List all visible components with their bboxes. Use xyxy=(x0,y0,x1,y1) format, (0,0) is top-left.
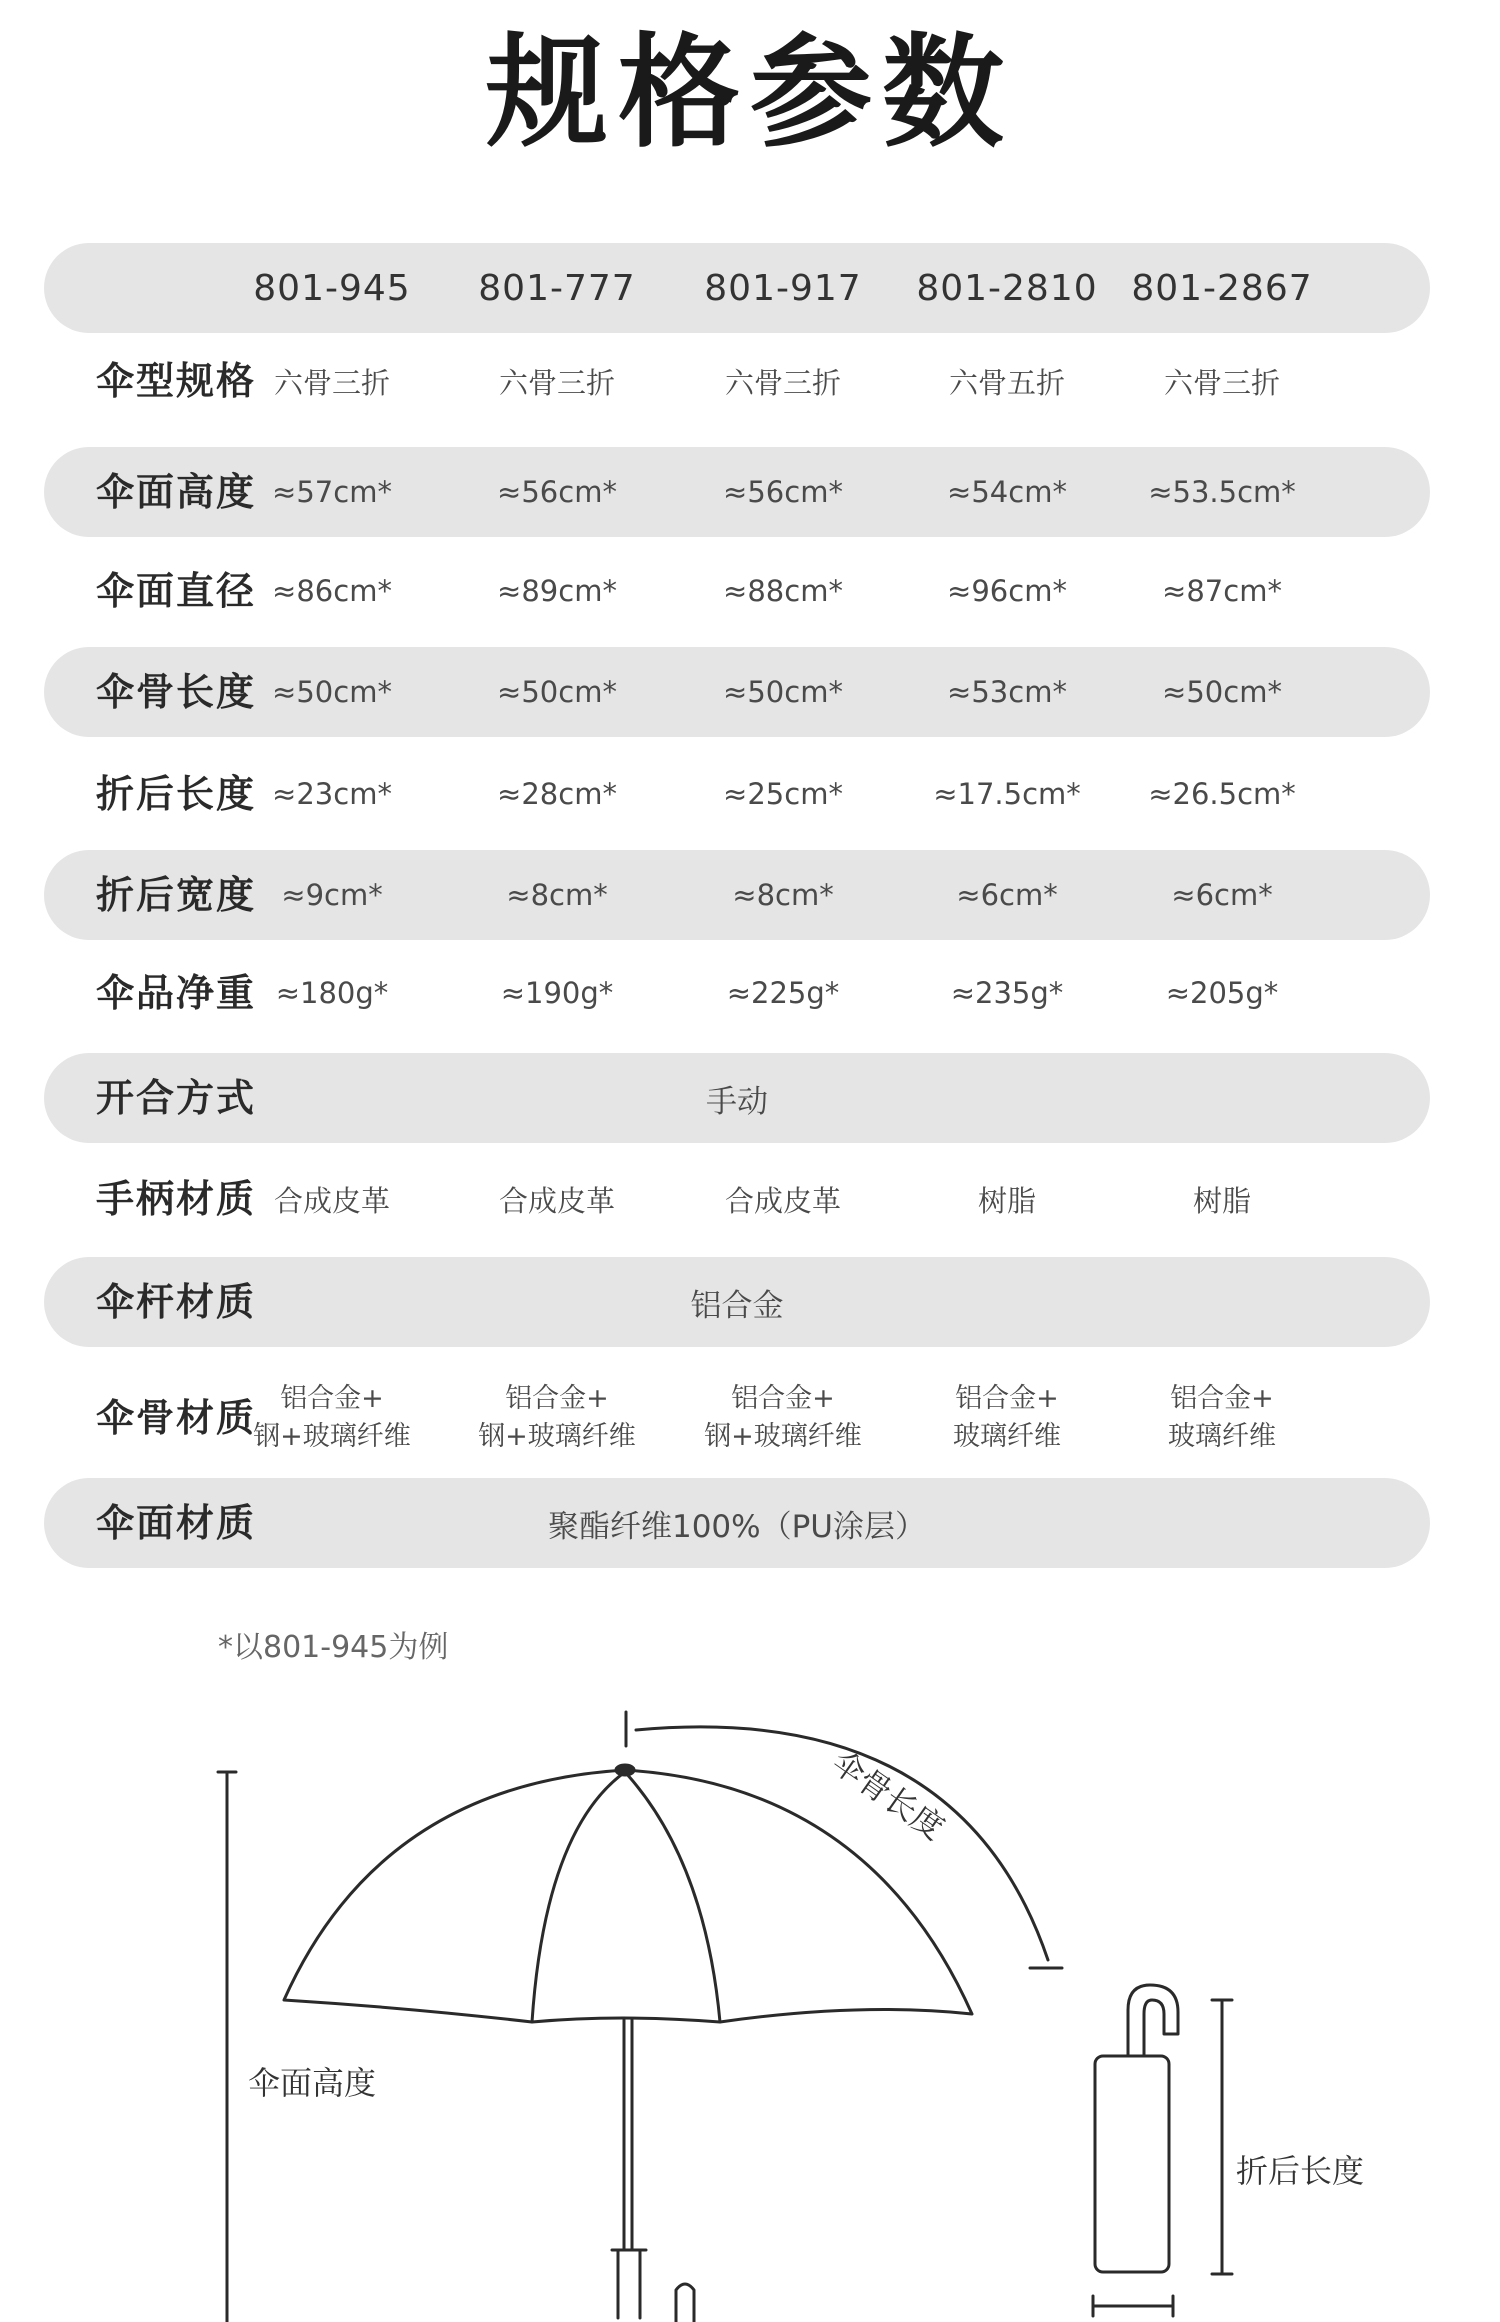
table-cell: ≈50cm* xyxy=(272,675,392,709)
table-cell: ≈96cm* xyxy=(947,574,1067,608)
row-label: 伞品净重 xyxy=(96,971,257,1015)
table-cell: ≈235g* xyxy=(950,976,1064,1010)
example-note: *以801-945为例 xyxy=(218,1630,449,1665)
folded-umbrella-body xyxy=(1095,2056,1169,2272)
table-cell: ≈26.5cm* xyxy=(1148,777,1296,811)
model-header: 801-777 xyxy=(478,267,636,309)
row-span-value: 铝合金 xyxy=(690,1287,784,1324)
table-cell: ≈56cm* xyxy=(497,475,617,509)
row-label: 伞面高度 xyxy=(96,470,257,514)
table-cell: ≈53.5cm* xyxy=(1148,475,1296,509)
row-label: 伞骨材质 xyxy=(96,1396,257,1440)
model-header: 801-917 xyxy=(704,267,862,309)
model-header: 801-945 xyxy=(253,267,411,309)
table-cell: ≈190g* xyxy=(500,976,614,1010)
folded-umbrella-hook xyxy=(1128,1985,1178,2056)
row-label: 伞杆材质 xyxy=(96,1280,257,1324)
canopy-height-label: 伞面高度 xyxy=(248,2064,377,2102)
table-cell: 树脂 xyxy=(1192,1183,1251,1218)
table-cell: ≈88cm* xyxy=(723,574,843,608)
umbrella-handle xyxy=(612,2250,646,2318)
table-cell: ≈57cm* xyxy=(272,475,392,509)
cell-line: 铝合金+ xyxy=(280,1383,384,1414)
rib-length-label: 伞骨长度 xyxy=(824,1742,952,1848)
cell-line: 铝合金+ xyxy=(1170,1383,1274,1414)
table-cell: 合成皮革 xyxy=(498,1183,615,1218)
table-cell: ≈8cm* xyxy=(732,878,834,912)
cell-line: 铝合金+ xyxy=(955,1383,1059,1414)
cell-line: 钢+玻璃纤维 xyxy=(478,1421,636,1452)
umbrella-tip xyxy=(616,1765,634,1775)
row-label: 手柄材质 xyxy=(96,1177,257,1221)
table-cell: ≈9cm* xyxy=(281,878,383,912)
table-cell: ≈205g* xyxy=(1165,976,1279,1010)
table-cell: ≈89cm* xyxy=(497,574,617,608)
row-label: 折后长度 xyxy=(96,772,257,816)
table-cell: 合成皮革 xyxy=(724,1183,841,1218)
canopy-rib-right xyxy=(625,1772,720,2022)
table-cell: ≈54cm* xyxy=(947,475,1067,509)
row-label: 开合方式 xyxy=(96,1076,257,1120)
cell-line: 玻璃纤维 xyxy=(1168,1421,1276,1452)
row-label: 折后宽度 xyxy=(96,873,257,917)
table-cell: ≈56cm* xyxy=(723,475,843,509)
table-cell: ≈6cm* xyxy=(1171,878,1273,912)
table-cell: ≈50cm* xyxy=(723,675,843,709)
cell-line: 铝合金+ xyxy=(731,1383,835,1414)
table-cell: 六骨三折 xyxy=(273,365,390,400)
table-cell: ≈28cm* xyxy=(497,777,617,811)
table-cell: ≈17.5cm* xyxy=(933,777,1081,811)
model-header: 801-2867 xyxy=(1131,267,1313,309)
cell-line: 玻璃纤维 xyxy=(953,1421,1061,1452)
cell-line: 钢+玻璃纤维 xyxy=(704,1421,862,1452)
canopy-rib-left xyxy=(532,1772,625,2022)
row-span-value: 聚酯纤维100%（PU涂层） xyxy=(547,1508,926,1545)
row-span-value: 手动 xyxy=(706,1083,768,1120)
table-cell: 六骨三折 xyxy=(1163,365,1280,400)
table-cell: 树脂 xyxy=(977,1183,1036,1218)
cell-line: 钢+玻璃纤维 xyxy=(253,1421,411,1452)
folded-length-label: 折后长度 xyxy=(1236,2152,1365,2190)
table-cell: 六骨三折 xyxy=(724,365,841,400)
table-cell: ≈8cm* xyxy=(506,878,608,912)
table-cell: 六骨三折 xyxy=(498,365,615,400)
row-label: 伞面直径 xyxy=(96,569,257,613)
table-cell: ≈87cm* xyxy=(1162,574,1282,608)
row-label: 伞型规格 xyxy=(96,359,257,403)
table-cell: 六骨五折 xyxy=(948,365,1065,400)
table-cell: ≈50cm* xyxy=(1162,675,1282,709)
row-label: 伞骨长度 xyxy=(96,670,257,714)
cell-line: 铝合金+ xyxy=(505,1383,609,1414)
table-cell: 合成皮革 xyxy=(273,1183,390,1218)
model-header: 801-2810 xyxy=(916,267,1098,309)
table-cell: ≈50cm* xyxy=(497,675,617,709)
page-title: 规格参数 xyxy=(486,22,1014,164)
row-label: 伞面材质 xyxy=(96,1501,257,1545)
table-cell: ≈23cm* xyxy=(272,777,392,811)
table-cell: ≈86cm* xyxy=(272,574,392,608)
table-cell: ≈53cm* xyxy=(947,675,1067,709)
table-cell: ≈25cm* xyxy=(723,777,843,811)
table-cell: ≈6cm* xyxy=(956,878,1058,912)
table-cell: ≈180g* xyxy=(275,976,389,1010)
table-cell: ≈225g* xyxy=(726,976,840,1010)
